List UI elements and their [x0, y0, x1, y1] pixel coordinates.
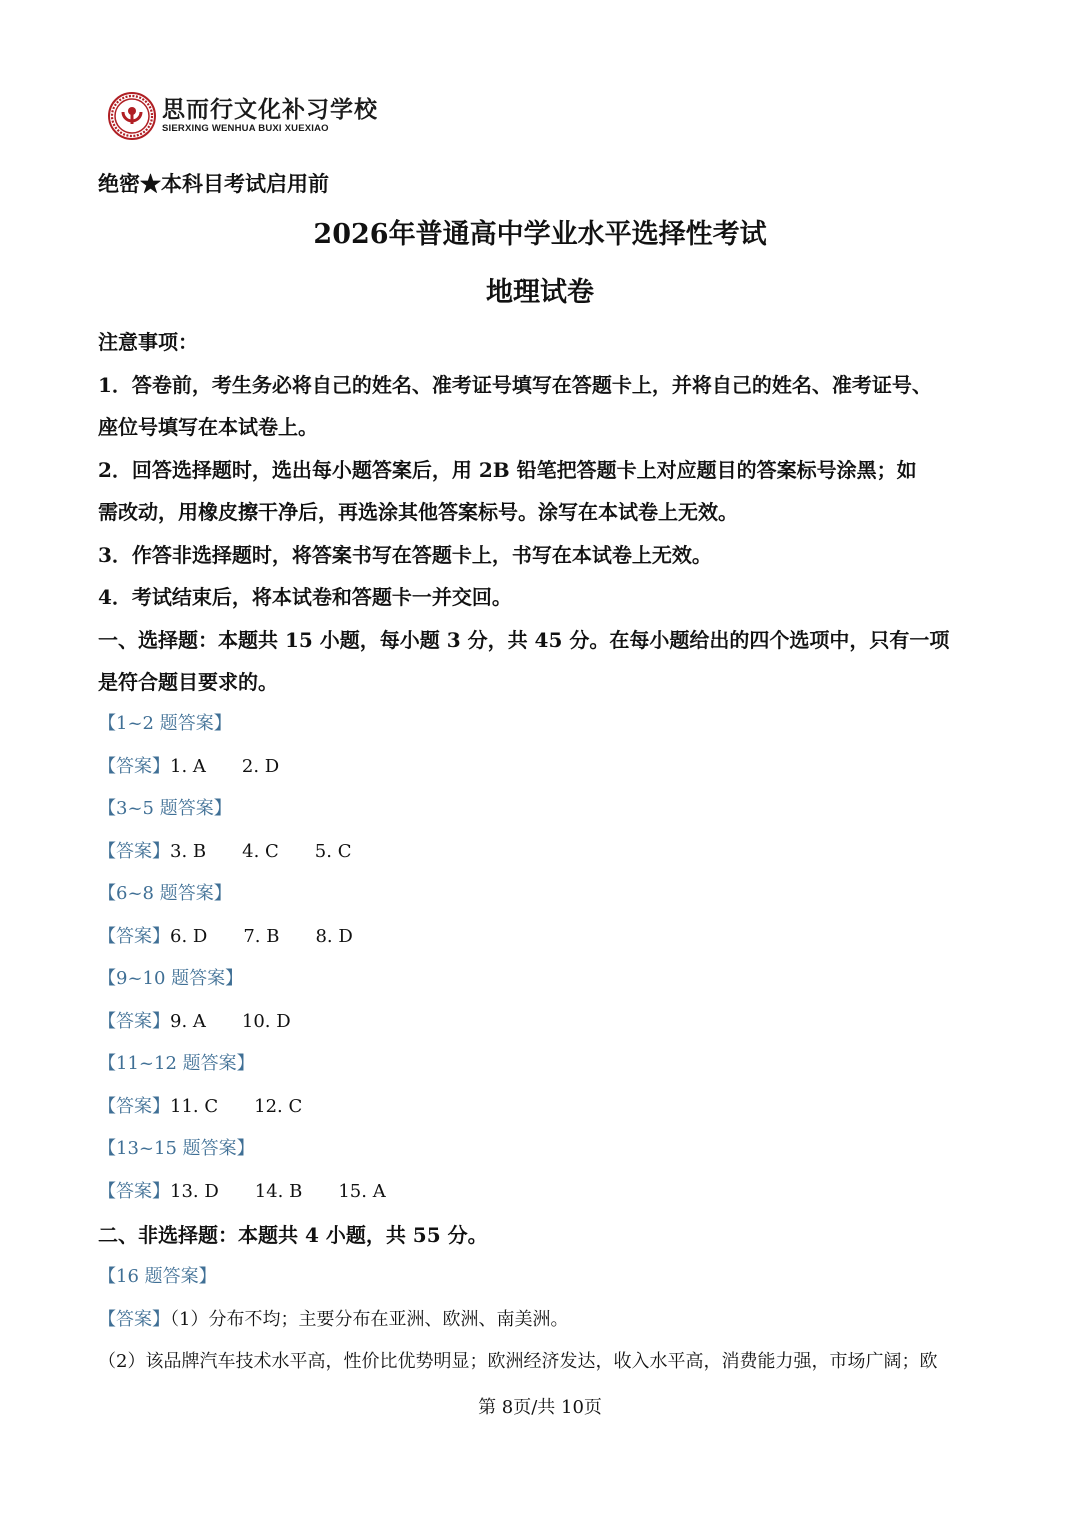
notice-line: 3．作答非选择题时，将答案书写在答题卡上，书写在本试卷上无效。: [98, 543, 712, 567]
notice-line: 1．答卷前，考生务必将自己的姓名、准考证号填写在答题卡上，并将自己的姓名、准考证号、: [98, 373, 932, 397]
notice-line: 需改动，用橡皮擦干净后，再选涂其他答案标号。涂写在本试卷上无效。: [98, 500, 738, 524]
section-2-title: 二、非选择题：本题共 4 小题，共 55 分。: [98, 1223, 488, 1247]
answer-row: [98, 922, 353, 948]
school-seal-icon: [108, 92, 156, 140]
answer-tag: 【答案】: [98, 1096, 170, 1117]
answer-row: [98, 1007, 291, 1033]
answer-item: 13. D: [170, 1181, 219, 1202]
answer-group-heading: 【6~8 题答案】: [98, 883, 232, 904]
answer-item: 2. D: [241, 756, 280, 777]
answer-item: 4. C: [242, 841, 279, 862]
answer-group-heading: 【13~15 题答案】: [98, 1138, 255, 1159]
answer-row: [98, 1092, 302, 1118]
answer-item: 6. D: [170, 926, 208, 947]
q16-answer-1: （1）分布不均；主要分布在亚洲、欧洲、南美洲。: [170, 1309, 569, 1330]
answer-tag: 【答案】: [98, 926, 170, 947]
answer-item: 10. D: [241, 1011, 291, 1032]
answer-item: 7. B: [243, 926, 280, 947]
answer-row: [98, 1177, 386, 1203]
answer-tag: 【答案】: [98, 1181, 170, 1202]
answer-row: [98, 752, 279, 778]
school-name-en: SIERXING WENHUA BUXI XUEXIAO: [162, 123, 329, 134]
answer-row: [98, 1305, 568, 1331]
answer-item: 9. A: [170, 1011, 206, 1032]
notice-heading: 注意事项：: [98, 330, 198, 354]
answer-item: 14. B: [254, 1181, 303, 1202]
exam-title: 2026年普通高中学业水平选择性考试: [313, 219, 767, 250]
answer-item: 15. A: [338, 1181, 386, 1202]
answer-group-heading: 【9~10 题答案】: [98, 968, 244, 989]
page-number: 第 8页/共 10页: [478, 1397, 602, 1418]
answer-row: [98, 837, 351, 863]
exam-subtitle: 地理试卷: [486, 277, 594, 308]
answer-tag: 【答案】: [98, 841, 170, 862]
notice-line: 4．考试结束后，将本试卷和答题卡一并交回。: [98, 585, 512, 609]
secret-line: 绝密★本科目考试启用前: [98, 171, 329, 196]
notice-line: 2．回答选择题时，选出每小题答案后，用 2B 铅笔把答题卡上对应题目的答案标号涂黑；如: [98, 458, 917, 482]
answer-tag: 【答案】: [98, 1011, 170, 1032]
answer-group-heading: 【11~12 题答案】: [98, 1053, 255, 1074]
answer-item: 5. C: [314, 841, 352, 862]
answer-tag: 【答案】: [98, 1309, 170, 1330]
answer-group-heading: 【1~2 题答案】: [98, 713, 232, 734]
answer-item: 11. C: [170, 1096, 219, 1117]
school-logo: [108, 92, 378, 140]
answer-item: 8. D: [315, 926, 353, 947]
answer-item: 12. C: [254, 1096, 303, 1117]
section-1-title-cont: 是符合题目要求的。: [98, 670, 278, 694]
q16-answer-2: （2）该品牌汽车技术水平高，性价比优势明显；欧洲经济发达，收入水平高，消费能力强，市场广阔；欧: [98, 1351, 938, 1372]
answer-tag: 【答案】: [98, 756, 170, 777]
notice-line: 座位号填写在本试卷上。: [98, 415, 318, 439]
section-1-title: 一、选择题：本题共 15 小题，每小题 3 分，共 45 分。在每小题给出的四个选项中，只有一项: [98, 628, 950, 652]
answer-item: 1. A: [170, 756, 206, 777]
answer-item: 3. B: [170, 841, 207, 862]
school-name-cn: 思而行文化补习学校: [162, 97, 378, 123]
answer-group-heading: 【16 题答案】: [98, 1266, 217, 1287]
answer-group-heading: 【3~5 题答案】: [98, 798, 232, 819]
